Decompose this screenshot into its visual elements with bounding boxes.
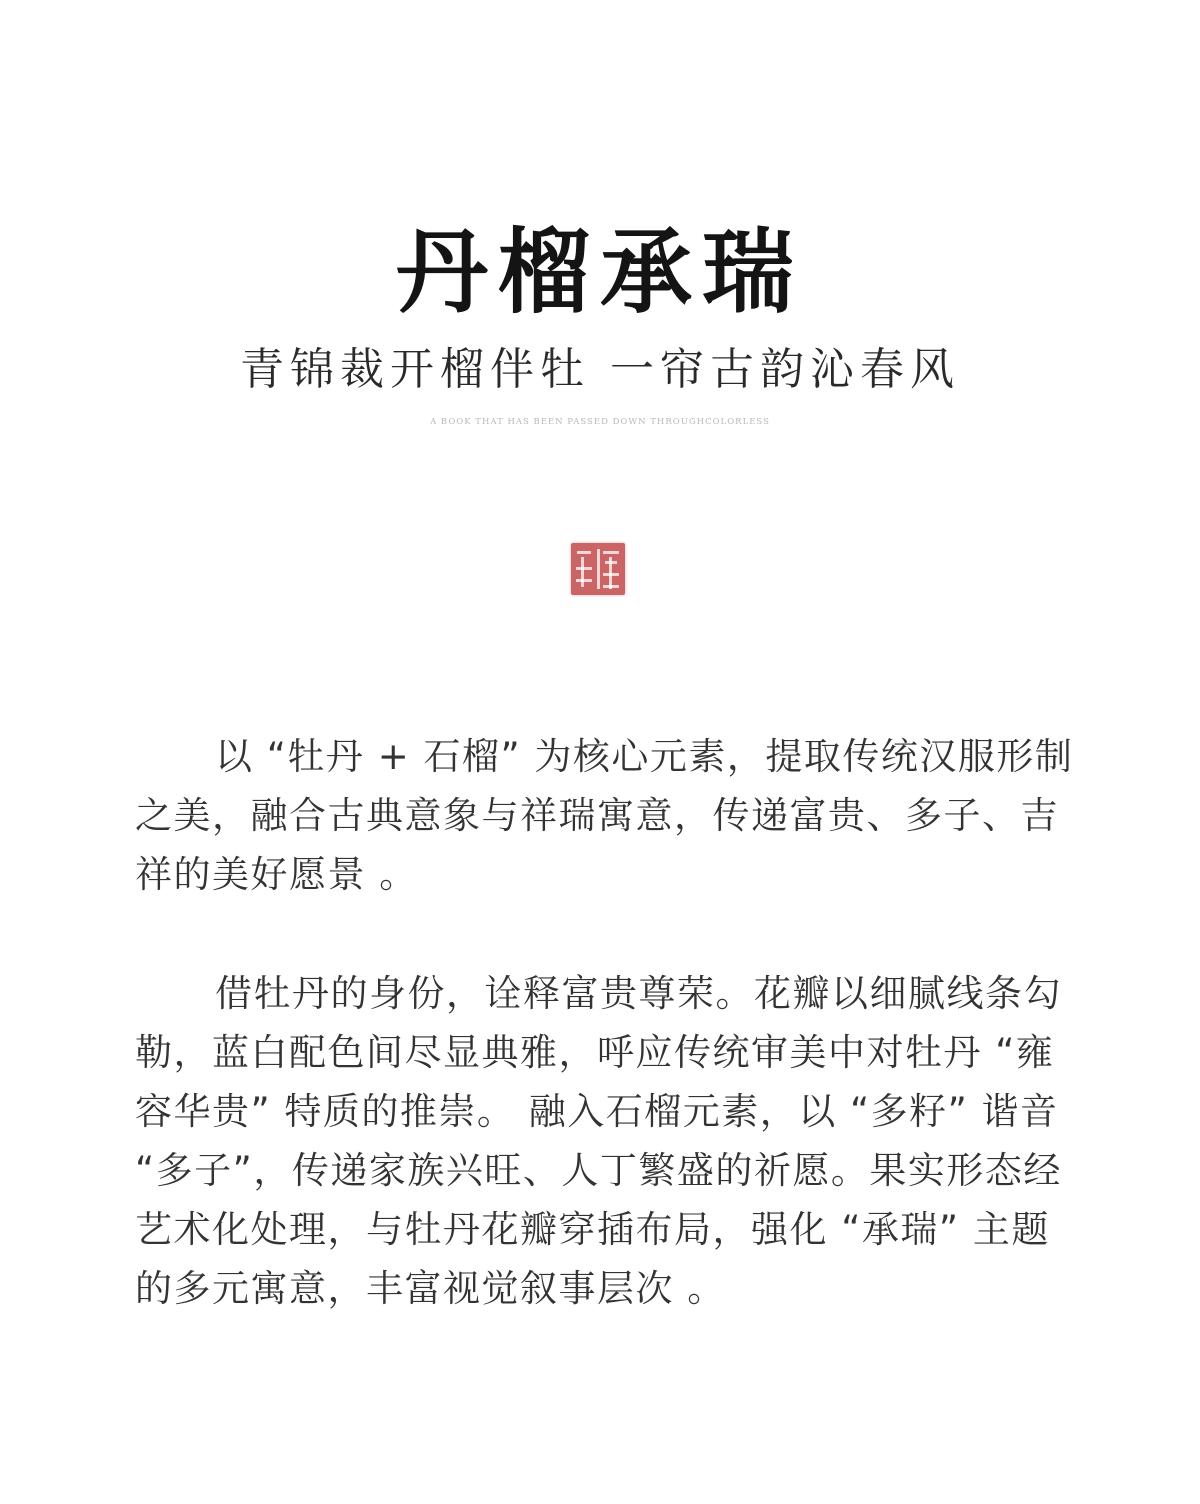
paragraph-1: 以 “牡丹 + 石榴” 为核心元素，提取传统汉服形制之美，融合古典意象与祥瑞寓意，传递富贵、多子、吉祥的美好愿景 。 [135, 735, 1074, 896]
red-seal-stamp-icon [571, 543, 625, 595]
page-subtitle: 青锦裁开榴伴牡 一帘古韵沁春风 [240, 344, 960, 395]
english-tagline: A BOOK THAT HAS BEEN PASSED DOWN THROUGHCOLORLESS [430, 417, 770, 427]
description-paragraph [135, 964, 1075, 1318]
paragraph-2: 借牡丹的身份，诠释富贵尊荣。花瓣以细腻线条勾勒，蓝白配色间尽显典雅，呼应传统审美中对牡丹 “雍容华贵” 特质的推崇。 融入石榴元素，以 “多籽” 谐音 “多子”，传递家族兴旺、人丁繁盛的祈愿。果实形态经艺术化处理，与牡丹花瓣穿插布局，强化 “承瑞” 主题的多元寓意，丰富视觉叙事层次 。 [135, 972, 1062, 1310]
intro-paragraph [135, 727, 1075, 904]
page-title: 丹榴承瑞 [395, 218, 804, 326]
